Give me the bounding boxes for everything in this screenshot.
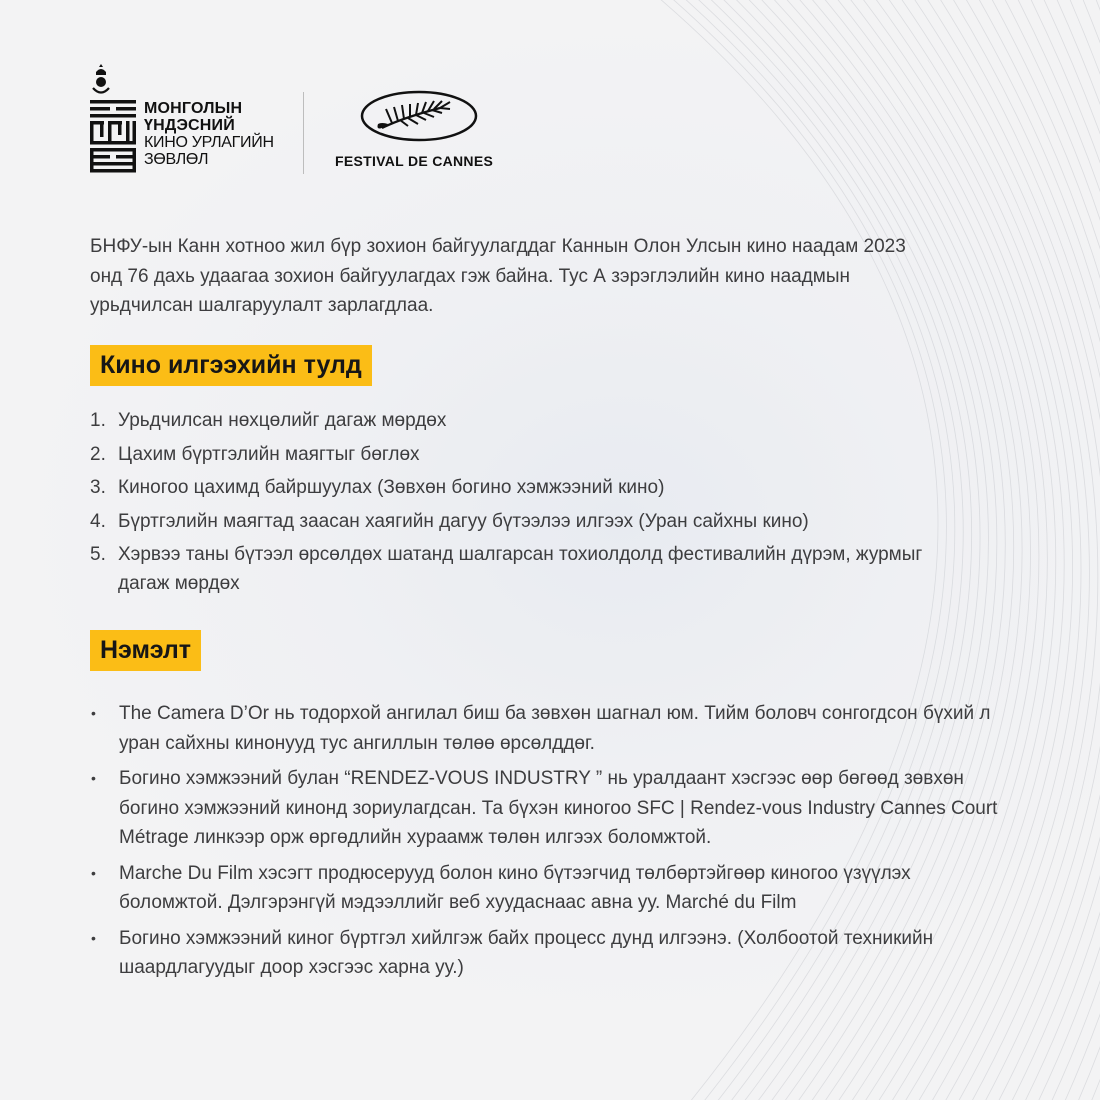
- item-text: Киногоо цахимд байршуулах (Зөвхөн богино хэмжээний кино): [118, 477, 665, 498]
- item-number: 5.: [90, 544, 106, 565]
- header-logos: [88, 64, 508, 176]
- wave-line: [1076, 0, 1100, 1100]
- item-text: Бүртгэлийн маягтад заасан хаягийн дагуу бүтээлээ илгээх (Уран сайхны кино): [118, 510, 809, 532]
- additional-info-list: [90, 699, 1030, 989]
- item-number: 4.: [90, 510, 106, 532]
- soyombo-emblem-icon: [88, 64, 138, 176]
- logo-line-3: КИНО УРЛАГИЙН: [144, 134, 274, 151]
- item-text: Цахим бүртгэлийн маягтыг бөглөх: [118, 443, 420, 465]
- item-number: 1.: [90, 410, 106, 431]
- item-text: Marche Du Film хэсэгт продюсерууд болон кино бүтээгчид төлбөртэйгөөр киногоо үзүүлэх боломжтой. Дэлгэрэнгүй мэдээллийг веб хуудаснаас авна уу. Marché du Film: [119, 862, 911, 913]
- section-heading-additional: Нэмэлт: [90, 630, 201, 671]
- cannes-festival-name: FESTIVAL DE CANNES: [335, 153, 494, 169]
- list-item: [90, 699, 1030, 758]
- list-item: [90, 406, 990, 435]
- list-item: [90, 507, 990, 536]
- list-item: [90, 859, 1030, 918]
- item-text: Богино хэмжээний киног бүртгэл хийлгэж байх процесс дунд илгээнэ. (Холбоотой техникийн шаардлагуудыг доор хэсгээс харна уу.): [119, 927, 934, 978]
- item-text: Хэрвээ таны бүтээл өрсөлдөх шатанд шалгарсан тохиолдолд фестивалийн дүрэм, журмыг дагаж мөрдөх: [118, 544, 923, 594]
- wave-line: [1020, 0, 1100, 1100]
- list-item: [90, 924, 1030, 983]
- palm-dor-icon: [360, 90, 478, 142]
- section-heading-submit: Кино илгээхийн тулд: [90, 345, 372, 386]
- wave-line: [1048, 0, 1100, 1100]
- logo-divider: [303, 92, 304, 174]
- wave-line: [1034, 0, 1100, 1100]
- wave-line: [1062, 0, 1100, 1100]
- item-number: 2.: [90, 443, 106, 465]
- bullet-icon: •: [91, 770, 96, 786]
- item-text: Урьдчилсан нөхцөлийг дагаж мөрдөх: [118, 410, 447, 431]
- logo-line-2: ҮНДЭСНИЙ: [144, 117, 235, 134]
- wave-line: [1090, 0, 1100, 1100]
- intro-paragraph: БНФУ-ын Канн хотноо жил бүр зохион байгуулагддаг Каннын Олон Улсын кино наадам 2023 онд 76 дахь удаагаа зохион байгуулагдах гэж байна. Тус А зэрэглэлийн кино наадмын урьдчилсан шалгаруулалт зарлагдлаа.: [90, 236, 906, 316]
- list-item: [90, 440, 990, 469]
- list-item: [90, 764, 1030, 853]
- list-item: [90, 540, 990, 598]
- item-text: The Camera D’Or нь тодорхой ангилал биш ба зөвхөн шагнал юм. Тийм боловч сонгогдсон бүхий л уран сайхны кинонууд тус ангиллын төлөө өрсөлддөг.: [119, 703, 991, 754]
- item-number: 3.: [90, 477, 106, 498]
- item-text: Богино хэмжээний булан “RENDEZ-VOUS INDUSTRY ” нь уралдаант хэсгээс өөр бөгөөд зөвхөн богино хэмжээний кинонд зориулагдсан. Та бүхэн киногоо SFC | Rendez-vous Industry Cannes Court Métrage линкээр орж өргөдлийн хураамж төлөн илгээх боломжтой.: [119, 768, 998, 848]
- list-item: [90, 473, 990, 502]
- bullet-icon: •: [91, 864, 96, 881]
- mn-council-name: [144, 100, 274, 168]
- bullet-icon: •: [91, 705, 96, 721]
- submission-steps-list: [90, 406, 990, 603]
- bullet-icon: •: [91, 929, 96, 946]
- logo-line-4: ЗӨВЛӨЛ: [144, 151, 209, 168]
- logo-line-1: МОНГОЛЫН: [144, 100, 243, 117]
